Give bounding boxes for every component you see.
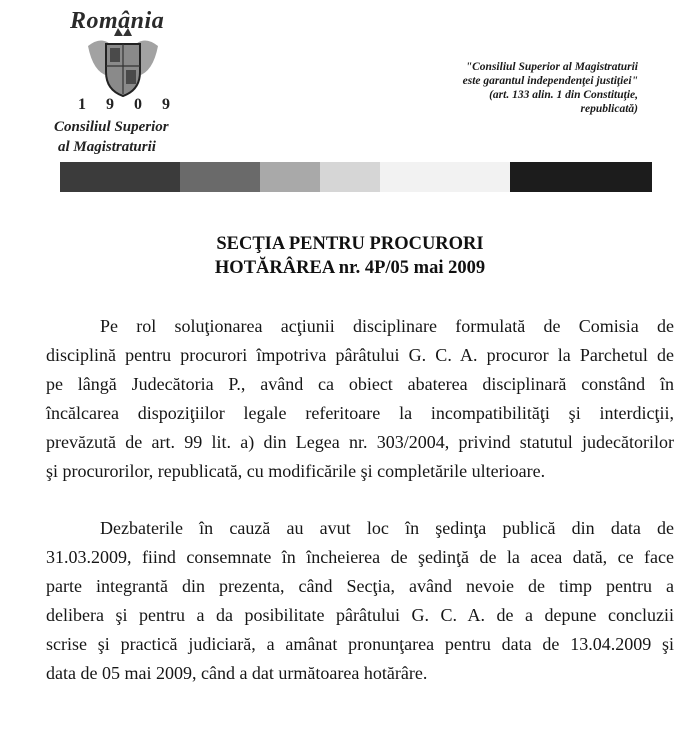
- paragraph-line: prevăzută de art. 99 lit. a) din Legea nr. 303/2004, privind statutul judecătorilor: [46, 432, 674, 452]
- gradient-divider-bar: [60, 162, 652, 192]
- paragraph-line: data de 05 mai 2009, când a dat următoarea hotărâre.: [46, 663, 428, 683]
- paragraph-1: [46, 312, 674, 486]
- bar-segment: [260, 162, 320, 192]
- paragraph-line: pe lângă Judecătoria P., având ca obiect abaterea disciplinară constând în: [46, 374, 674, 394]
- paragraph-line: Dezbaterile în cauză au avut loc în şedinţa publică din data de: [100, 518, 674, 538]
- paragraph-2: [46, 514, 674, 688]
- paragraph-line: delibera şi pentru a da posibilitate pârâtului G. C. A. de a depune concluzii: [46, 605, 674, 625]
- quote-line: este garantul independenţei justiţiei": [462, 75, 638, 87]
- logo-name-line2: al Magistraturii: [58, 139, 156, 155]
- bar-segment: [320, 162, 380, 192]
- paragraph-line: disciplină pentru procurori împotriva pârâtului G. C. A. procuror la Parchetul de: [46, 345, 674, 365]
- paragraph-line: scrise şi practică judiciară, a amânat pronunţarea pentru data de 13.04.2009 şi: [46, 634, 674, 654]
- quote-line: republicată): [580, 103, 638, 115]
- logo-year: 1 9 0 9: [78, 96, 178, 113]
- quote-line: "Consiliul Superior al Magistraturii: [465, 61, 638, 73]
- paragraph-line: parte integrantă din prezenta, când Secţia, având nevoie de timp pentru a: [46, 576, 674, 596]
- paragraph-line: Pe rol soluţionarea acţiunii disciplinare formulată de Comisia de: [100, 316, 674, 336]
- constitution-quote: [368, 60, 638, 116]
- section-title: SECŢIA PENTRU PROCURORI: [216, 234, 484, 254]
- bar-segment: [60, 162, 180, 192]
- logo-name-line1: Consiliul Superior: [54, 119, 169, 135]
- bar-segment: [380, 162, 510, 192]
- paragraph-line: încălcarea dispoziţiilor legale referitoare la incompatibilităţi şi interdicţii,: [46, 403, 674, 423]
- logo-title: România: [70, 8, 165, 34]
- bar-segment: [510, 162, 652, 192]
- csm-logo: [48, 6, 198, 156]
- paragraph-line: 31.03.2009, fiind consemnate în încheierea de şedinţă de la acea dată, ce face: [46, 547, 674, 567]
- paragraph-line: şi procurorilor, republicată, cu modificările şi completările ulterioare.: [46, 461, 546, 481]
- quote-line: (art. 133 alin. 1 din Constituţie,: [489, 89, 638, 101]
- decision-title: HOTĂRÂREA nr. 4P/05 mai 2009: [214, 258, 486, 278]
- bar-segment: [180, 162, 260, 192]
